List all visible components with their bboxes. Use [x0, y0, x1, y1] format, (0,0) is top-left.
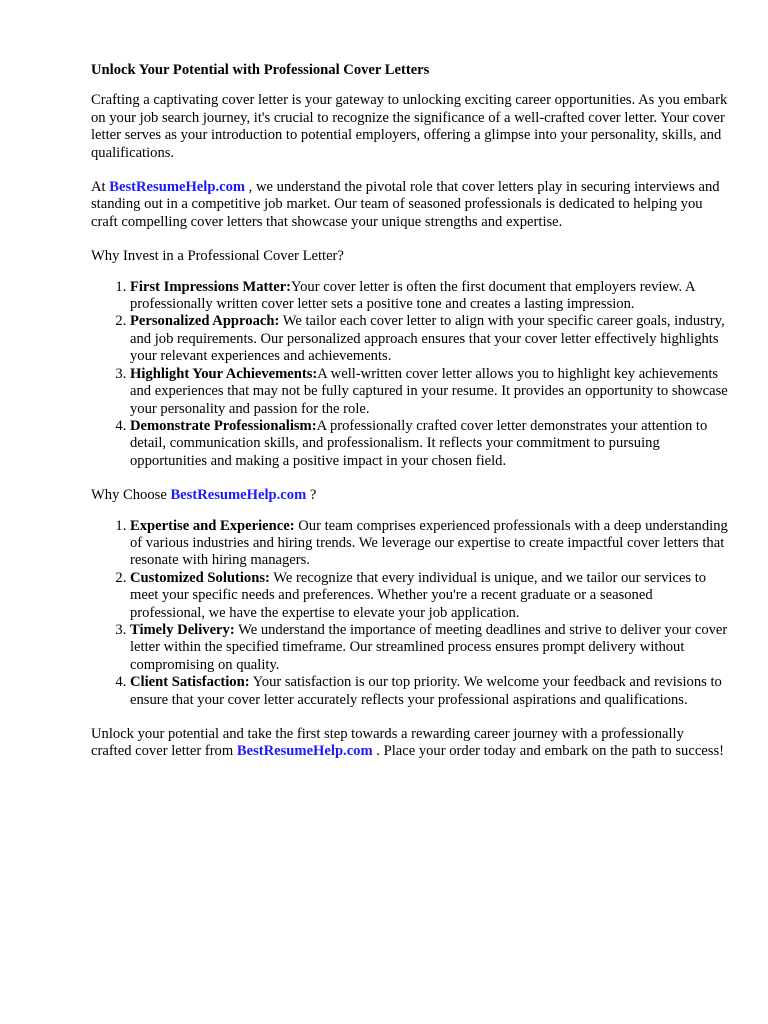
list-item — [130, 674, 728, 709]
site-link[interactable]: BestResumeHelp.com — [109, 179, 246, 196]
about-prefix: At — [91, 179, 110, 196]
closing-prefix: Unlock your potential and take the first step towards a rewarding career journey with a professionally crafted cover letter from — [91, 726, 684, 760]
list-item — [130, 313, 728, 365]
list-item — [130, 366, 728, 418]
closing-paragraph — [91, 726, 728, 761]
list-item-title: Client Satisfaction: — [130, 674, 250, 691]
about-paragraph — [91, 179, 728, 231]
why-choose-list — [91, 518, 728, 709]
why-choose-heading — [91, 487, 728, 504]
list-item-title: Demonstrate Professionalism: — [130, 417, 317, 434]
list-item-title: Timely Delivery: — [130, 621, 235, 638]
intro-paragraph: Crafting a captivating cover letter is your gateway to unlocking exciting career opportunities. As you embark on your job search journey, it's crucial to recognize the significance of a well-crafted cover letter. Your cover letter serves as your introduction to potential employers, offering a glimpse into your personality, skills, and qualifications. — [91, 92, 728, 161]
list-item-title: Personalized Approach: — [130, 313, 280, 330]
why-invest-list — [91, 279, 728, 470]
list-item — [130, 279, 728, 314]
list-item-text: We recognize that every individual is unique, and we tailor our services to meet your specific needs and preferences. Whether you're a recent graduate or a seasoned professional, we have the expertise to elevate your job application. — [130, 569, 707, 621]
list-item — [130, 518, 728, 570]
list-item — [130, 622, 728, 674]
why-invest-heading: Why Invest in a Professional Cover Letter? — [91, 248, 344, 265]
list-item-text: Our team comprises experienced professionals with a deep understanding of various industries and hiring trends. We leverage our expertise to create impactful cover letters that resonate with hiring managers. — [130, 517, 728, 569]
list-item — [130, 570, 728, 622]
list-item-text: We understand the importance of meeting deadlines and strive to deliver your cover letter within the specified timeframe. Our streamlined process ensures prompt delivery without compromising on quality. — [130, 621, 728, 673]
list-item-text: Your cover letter is often the first document that employers review. A professionally written cover letter sets a positive tone and creates a lasting impression. — [130, 278, 695, 313]
about-text: , we understand the pivotal role that cover letters play in securing interviews and standing out in a competitive job market. Our team of seasoned professionals is dedicated to helping you craft compelling cover letters that showcase your unique strengths and expertise. — [91, 179, 720, 230]
list-item-text: A well-written cover letter allows you to highlight key achievements and experiences that may not be fully captured in your resume. It provides an opportunity to showcase your personality and passion for the role. — [130, 365, 728, 417]
site-link[interactable]: BestResumeHelp.com — [236, 743, 373, 760]
why-choose-suffix: ? — [306, 487, 317, 504]
site-link[interactable]: BestResumeHelp.com — [170, 487, 307, 504]
list-item-title: First Impressions Matter: — [130, 278, 292, 295]
list-item-text: A professionally crafted cover letter demonstrates your attention to detail, communication skills, and professionalism. It reflects your commitment to pursuing opportunities and making a positive impact in your chosen field. — [130, 417, 708, 469]
list-item-text: We tailor each cover letter to align with your specific career goals, industry, and job requirements. Our personalized approach ensures that your cover letter effectively highlights your relevant experiences and achievements. — [130, 313, 725, 365]
closing-suffix: . Place your order today and embark on the path to success! — [372, 743, 724, 760]
list-item-title: Expertise and Experience: — [130, 517, 295, 534]
list-item-text: Your satisfaction is our top priority. We welcome your feedback and revisions to ensure that your cover letter accurately reflects your professional aspirations and qualifications. — [130, 674, 722, 708]
list-item — [130, 418, 728, 470]
why-choose-prefix: Why Choose — [91, 487, 171, 504]
list-item-title: Highlight Your Achievements: — [130, 365, 318, 382]
list-item-title: Customized Solutions: — [130, 569, 270, 586]
page-title: Unlock Your Potential with Professional Cover Letters — [91, 62, 430, 78]
